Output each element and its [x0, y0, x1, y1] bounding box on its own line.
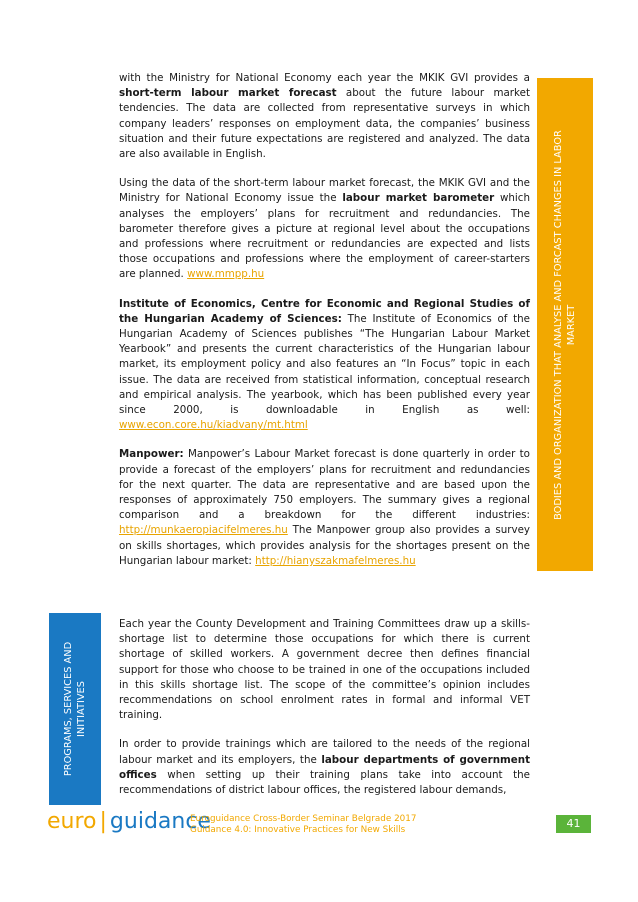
paragraph-forecast — [119, 71, 530, 162]
footer-line: Guidance 4.0: Innovative Practices for New Skills — [190, 825, 406, 835]
link-hianyszakma[interactable]: http://hianyszakmafelmeres.hu — [255, 554, 416, 567]
tab-label-line: PROGRAMS, SERVICES AND — [63, 641, 74, 777]
paragraph-manpower — [119, 447, 530, 569]
paragraph-barometer — [119, 176, 530, 282]
tab-label-line: INITIATIVES — [76, 681, 87, 737]
bold-term: labour departments of government offices — [119, 753, 530, 781]
bold-term: Manpower: — [119, 448, 184, 461]
footer-line: Euroguidance Cross-Border Seminar Belgrade 2017 — [190, 814, 417, 824]
section-tab-label — [62, 642, 88, 776]
lower-text-column — [119, 617, 530, 812]
link-mmpp[interactable]: www.mmpp.hu — [187, 268, 265, 281]
text: The Manpower group also provides a survey on skills shortages, which provides analysis for the shortages present on the Hungarian labour market: — [119, 524, 530, 567]
tab-label-line: MARKET — [566, 304, 577, 345]
text: Manpower’s Labour Market forecast is done quarterly in order to provide a forecast of the employers’ plans for recruitment and redundancies for the next quarter. The data are representative and are based upon the responses of approximately 750 employers. The summary gives a regional comparison and a breakdown for the different industries: — [119, 448, 530, 522]
upper-text-column — [119, 71, 530, 583]
page-number: 41 — [556, 815, 591, 833]
bold-term: Institute of Economics, Centre for Economic and Regional Studies of the Hungarian Academy of Sciences: — [119, 297, 530, 325]
footer-text — [190, 814, 416, 836]
logo-text: euro — [47, 809, 97, 834]
logo-text: guidance — [109, 809, 211, 834]
text: with the Ministry for National Economy each year the MKIK GVI provides a — [119, 72, 530, 84]
text: Each year the County Development and Training Committees draw up a skills-shortage list to determine those occupations for which there is current shortage of skilled workers. A government decree then defines financial support for those who choose to be trained in one of the occupations included in this skills shortage list. The scope of the committee’s opinion includes recommendations on school enrolment rates in formal and informal VET training. — [119, 618, 530, 722]
section-tab-programs — [49, 613, 101, 805]
tab-label-line: BODIES AND ORGANIZATION THAT ANALYSE AND FORCAST CHANGES IN LABOR — [553, 129, 564, 520]
link-munkaeropiac[interactable]: http://munkaeropiacifelmeres.hu — [119, 524, 288, 537]
paragraph-skills-shortage — [119, 617, 530, 723]
paragraph-labour-departments — [119, 737, 530, 798]
text: when setting up their training plans take into account the recommendations of district labour offices, the registered labour demands, — [119, 768, 530, 797]
section-tab-label — [552, 130, 578, 520]
text: Using the data of the short-term labour market forecast, the MKIK GVI and the Ministry for National Economy issue the — [119, 177, 530, 205]
logo-separator: | — [99, 809, 107, 834]
euroguidance-logo — [47, 809, 211, 834]
text: about the future labour market tendencies. The data are collected from representative surveys in which company leaders’ responses on employment data, the companies’ business situation and their future expectations are registered and analyzed. The data are also available in English. — [119, 87, 530, 161]
section-tab-bodies — [537, 78, 593, 571]
text: which analyses the employers’ plans for recruitment and redundancies. The barometer therefore gives a picture at regional level about the occupations and professions where recruitment or redundancies are expected and lists those occupations and professions where the employment of career-starters are planned. — [119, 192, 530, 281]
bold-term: labour market barometer — [342, 192, 495, 205]
link-econ[interactable]: www.econ.core.hu/kiadvany/mt.html — [119, 419, 308, 432]
bold-term: short-term labour market forecast — [119, 87, 337, 100]
text: The Institute of Economics of the Hungarian Academy of Sciences publishes “The Hungarian Labour Market Yearbook” and presents the current characteristics of the Hungarian labour market, its employment policy and also features an “In Focus” topic in each issue. The data are received from statistical information, conceptual research and empirical analysis. The yearbook, which has been published every year since 2000, is downloadable in English as well: — [119, 312, 530, 417]
text: In order to provide trainings which are tailored to the needs of the regional labour market and its employers, the — [119, 738, 530, 766]
paragraph-institute — [119, 297, 530, 434]
